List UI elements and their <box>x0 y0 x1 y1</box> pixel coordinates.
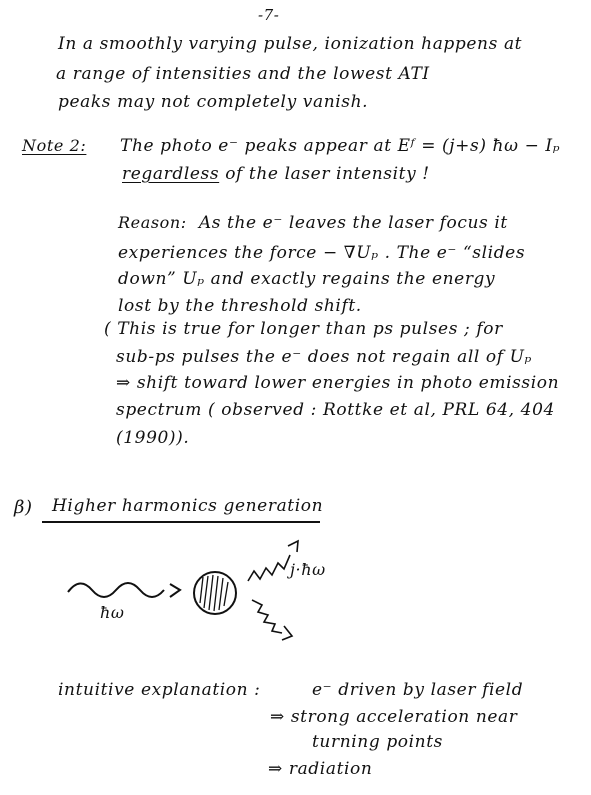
incoming-arrowhead <box>170 584 180 597</box>
paren-line-1: ( This is true for longer than ps pulses ; for <box>104 319 503 339</box>
reason-line-3: down” Uₚ and exactly regains the energy <box>118 269 496 289</box>
intuitive-step-1-cont: turning points <box>312 732 443 752</box>
section-title: Higher harmonics generation <box>52 496 324 516</box>
intuitive-label: intuitive explanation : <box>58 680 261 700</box>
regardless-underlined: regardless <box>122 164 220 184</box>
intro-line-3: peaks may not completely vanish. <box>58 92 369 112</box>
atom-hatching <box>200 575 228 611</box>
intro-line-1: In a smoothly varying pulse, ionization happens at <box>58 34 523 54</box>
reason-line-4: lost by the threshold shift. <box>118 296 362 316</box>
paren-line-2: sub-ps pulses the e⁻ does not regain all of Uₚ <box>116 347 532 367</box>
reason-line-2: experiences the force − ∇Uₚ . The e⁻ “slides <box>118 243 526 263</box>
note2-line-1: The photo e⁻ peaks appear at Eᶠ = (j+s) ħω − Iₚ <box>120 136 561 156</box>
reason-line-1-rest: As the e⁻ leaves the laser focus it <box>198 213 508 233</box>
outgoing-arrowhead-lower <box>282 626 292 640</box>
paren-line-4: spectrum ( observed : Rottke et al, PRL 64, 404 <box>116 400 555 420</box>
incoming-photon-label: ħω <box>100 603 125 622</box>
reason-label: Reason: <box>118 213 187 232</box>
intuitive-step-1: ⇒ strong acceleration near <box>270 707 518 727</box>
outgoing-wave-lower <box>252 600 282 633</box>
intuitive-step-2: ⇒ radiation <box>268 759 373 779</box>
section-label: β) <box>14 497 33 518</box>
intro-line-2: a range of intensities and the lowest ATI <box>56 64 430 84</box>
intuitive-line-1: e⁻ driven by laser field <box>312 680 524 700</box>
outgoing-wave-upper <box>248 555 290 581</box>
incoming-wave <box>68 583 164 597</box>
note2-label: Note 2: <box>22 136 87 155</box>
paren-line-3: ⇒ shift toward lower energies in photo emission <box>116 373 560 393</box>
note2-line-2-rest: of the laser intensity ! <box>225 164 430 184</box>
paren-line-5: (1990)). <box>116 428 190 448</box>
harmonic-photon-label: j·ħω <box>290 560 326 579</box>
page-number: -7- <box>258 6 280 24</box>
outgoing-arrowhead-upper <box>288 541 298 552</box>
